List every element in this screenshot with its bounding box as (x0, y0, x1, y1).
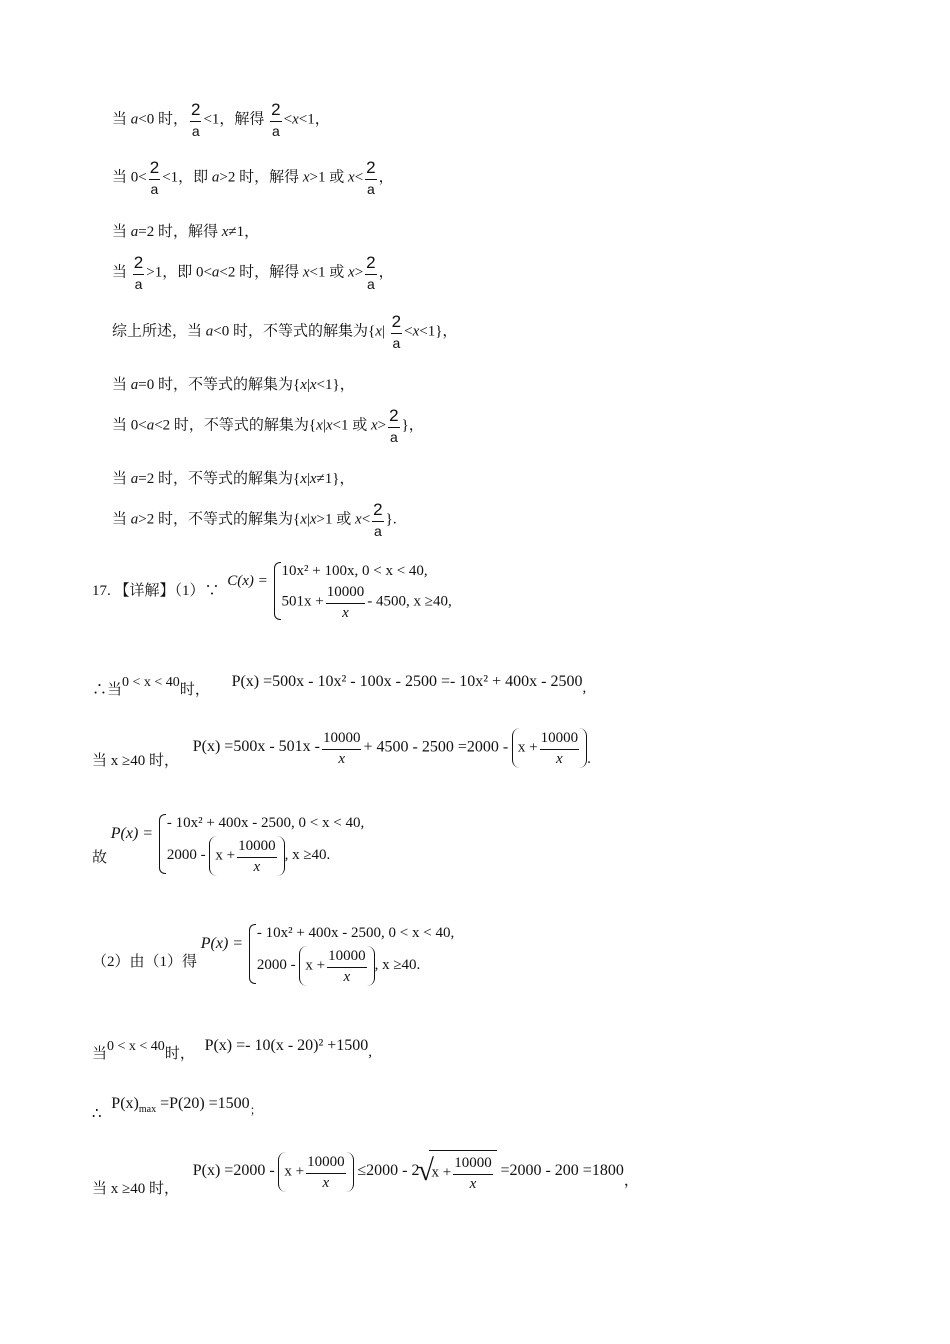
text: <2 时，解得 (219, 264, 303, 281)
fraction (322, 728, 362, 768)
equation: ≤2000 - 2 (357, 1161, 420, 1179)
piecewise-case-1: - 10x² + 400x - 2500, 0 < x < 40, (166, 815, 365, 831)
text: （2）由（1）得 (92, 954, 198, 970)
text: =2 时，不等式的解集为{ (138, 471, 301, 487)
text: < (354, 169, 364, 186)
var-x: x (412, 323, 420, 340)
denominator: a (272, 123, 280, 139)
line-summary-a-eq-2 (112, 469, 354, 489)
denominator: a (366, 276, 375, 292)
piecewise-case-2 (167, 834, 364, 876)
piecewise-brace (247, 922, 454, 986)
denominator: x (253, 858, 261, 875)
text: 当 x ≥40 时， (92, 753, 179, 770)
piecewise-case-1: - 10x² + 400x - 2500, 0 < x < 40, (256, 925, 455, 941)
numerator: 2 (271, 100, 281, 119)
var-x: x (375, 323, 382, 340)
var-a: a (211, 169, 220, 186)
var-a: a (130, 377, 139, 393)
var-x: x (325, 417, 333, 434)
line-case-a-negative (112, 100, 330, 140)
numerator: 2 (373, 500, 383, 519)
parenthesis (278, 1152, 353, 1192)
text: 当 (92, 1046, 108, 1062)
denominator: a (389, 429, 398, 445)
text: > (354, 264, 364, 281)
line-case-0-lt-a-lt-2 (112, 253, 394, 293)
line-case-a-eq-2 (112, 222, 259, 242)
text: 当 (112, 111, 131, 128)
text: <0 时， (138, 111, 188, 128)
text: 故 (92, 850, 108, 866)
var-x: x (348, 264, 355, 281)
text: =2 时，解得 (138, 224, 222, 240)
equation: P(x) (111, 1095, 139, 1112)
text: ； (249, 1103, 262, 1117)
line-summary-0-lt-a-lt-2 (112, 406, 424, 446)
var-x: x (292, 111, 299, 128)
var-x: x (309, 511, 317, 528)
text: | (381, 323, 389, 340)
fraction (388, 406, 399, 446)
text: 501x + (281, 593, 324, 610)
text: > (377, 417, 387, 434)
var-a: a (130, 224, 139, 240)
condition: 0 < x < 40 (107, 1039, 165, 1054)
text: <1，解得 (203, 111, 269, 128)
var-x: x (302, 264, 310, 281)
parenthesis (209, 836, 284, 876)
text: ≠1， (228, 224, 260, 240)
fraction (270, 100, 281, 140)
fraction (237, 836, 277, 876)
text: 当 (112, 224, 131, 240)
cost-lhs: C(x) = (227, 573, 268, 589)
numerator: 2 (391, 312, 402, 331)
var-x: x (300, 471, 307, 487)
numerator: 10000 (238, 837, 276, 854)
text: 时， (179, 682, 210, 698)
piecewise-brace (272, 560, 452, 622)
var-a: a (205, 323, 214, 340)
text: ， (378, 169, 394, 186)
fraction (149, 158, 160, 198)
text: 当 (112, 377, 131, 393)
line-case-a-gt-2 (112, 158, 394, 198)
numerator: 2 (389, 406, 399, 425)
var-a: a (211, 264, 220, 281)
text: <1 或 (332, 417, 371, 434)
denominator: a (191, 123, 200, 139)
numerator: 10000 (328, 947, 366, 964)
var-x: x (355, 511, 362, 528)
profit-vertex-form (92, 1036, 373, 1062)
text: x + (305, 957, 326, 973)
var-a: a (130, 111, 139, 128)
denominator: a (134, 276, 143, 292)
text: < (361, 511, 371, 528)
problem-17-cost-function (92, 560, 452, 622)
equation: + 4500 - 2500 =2000 - (363, 738, 509, 756)
text: >1 或 (309, 169, 349, 186)
text: ， (623, 1172, 639, 1189)
fraction (391, 312, 402, 352)
text: 当 (112, 511, 131, 528)
text: x + (284, 1162, 305, 1179)
equation: P(x) =500x - 10x² - 100x - 2500 =- 10x² + 400x - 2500 (231, 673, 583, 690)
profit-piecewise-2 (92, 922, 454, 986)
text: >1，即 0< (146, 264, 212, 281)
text: | (322, 417, 326, 434)
fraction (372, 500, 383, 540)
text: <1，即 (162, 169, 212, 186)
square-root (429, 1150, 496, 1193)
text: | (306, 471, 310, 487)
fraction (326, 582, 366, 622)
text: <0 时，不等式的解集为{ (213, 323, 376, 340)
text: , (582, 680, 587, 696)
text: ≠1}， (316, 471, 355, 487)
numerator: 2 (366, 253, 376, 272)
numerator: 2 (133, 253, 144, 272)
text: <1 或 (309, 264, 349, 281)
text: =0 时，不等式的解集为{ (138, 377, 301, 393)
denominator: a (373, 523, 382, 539)
text: 时， (164, 1046, 195, 1062)
fraction (133, 253, 144, 293)
denominator: a (392, 335, 401, 351)
text: <2 时，不等式的解集为{ (154, 417, 317, 434)
subscript-max: max (138, 1104, 157, 1115)
var-x: x (300, 511, 307, 528)
parenthesis (512, 728, 587, 768)
numerator: 2 (149, 158, 160, 177)
equation: P(x) =500x - 501x - (192, 738, 320, 756)
fraction (190, 100, 201, 140)
text: }， (401, 417, 424, 434)
var-x: x (302, 169, 310, 186)
profit-eq-range-1 (92, 672, 587, 698)
piecewise-brace (157, 812, 364, 876)
var-x: x (309, 471, 317, 487)
profit-piecewise-1 (92, 812, 364, 876)
fraction (327, 946, 367, 986)
numerator: 10000 (454, 1155, 492, 1171)
var-x: x (221, 224, 229, 240)
text: 当 x ≥40 时， (92, 1180, 179, 1197)
var-a: a (130, 511, 139, 528)
var-x: x (300, 377, 307, 393)
text: - 4500, x ≥40, (367, 593, 452, 610)
numerator: 10000 (322, 730, 361, 746)
denominator: x (342, 605, 349, 621)
equation: =P(20) =1500 (156, 1095, 250, 1112)
text: < (404, 323, 413, 340)
text: >2 时，解得 (219, 169, 303, 186)
denominator: x (338, 751, 346, 767)
text: x + (517, 739, 538, 756)
profit-lhs: P(x) = (200, 935, 244, 952)
equation: =2000 - 200 =1800 (500, 1161, 624, 1179)
numerator: 10000 (326, 584, 365, 600)
piecewise-case-2 (282, 582, 452, 622)
line-summary-a-zero (112, 375, 355, 395)
text: ， (378, 264, 394, 281)
text: 当 (112, 264, 131, 281)
text: , x ≥40. (374, 957, 421, 973)
text: . (587, 751, 591, 768)
line-summary-a-negative (112, 312, 457, 352)
text: 当 (112, 471, 131, 487)
text: < (283, 111, 293, 128)
text: , (368, 1044, 373, 1060)
denominator: x (469, 1176, 477, 1192)
var-x: x (348, 169, 355, 186)
fraction (306, 1152, 346, 1192)
profit-eq-range-2 (92, 728, 591, 768)
text: 2000 - (256, 957, 296, 973)
profit-max-range-2 (92, 1150, 639, 1197)
denominator: a (366, 181, 375, 197)
var-x: x (309, 377, 317, 393)
numerator: 2 (366, 158, 376, 177)
parenthesis (299, 946, 374, 986)
numerator: 2 (190, 100, 201, 119)
text: <1}， (419, 323, 458, 340)
text: }. (385, 511, 397, 528)
text: 2000 - (166, 847, 206, 863)
text: | (306, 377, 310, 393)
problem-label: 17. 【详解】（1）∵ (92, 583, 220, 599)
profit-lhs: P(x) = (110, 825, 154, 842)
line-summary-a-gt-2 (112, 500, 397, 540)
text: 当 0< (112, 169, 147, 186)
denominator: x (343, 968, 351, 985)
text: >2 时，不等式的解集为{ (138, 511, 301, 528)
text: x + (431, 1164, 452, 1181)
fraction (365, 253, 376, 293)
fraction (540, 728, 580, 768)
piecewise-case-1: 10x² + 100x, 0 < x < 40, (281, 563, 428, 579)
text: <1}， (316, 377, 355, 393)
fraction (453, 1153, 493, 1193)
text: | (306, 511, 310, 528)
text: , x ≥40. (284, 847, 331, 863)
piecewise-case-2 (257, 944, 454, 986)
var-x: x (370, 417, 378, 434)
equation: P(x) =- 10(x - 20)² +1500 (204, 1037, 369, 1054)
text: 当 0< (112, 417, 147, 434)
profit-max-range-1 (92, 1094, 262, 1120)
condition: 0 < x < 40 (122, 675, 180, 690)
var-a: a (146, 417, 155, 434)
denominator: a (150, 181, 159, 197)
text: ∴当 (92, 682, 123, 698)
equation: P(x) =2000 - (192, 1161, 275, 1179)
text: 综上所述，当 (112, 323, 206, 340)
var-x: x (316, 417, 323, 434)
var-a: a (130, 471, 139, 487)
numerator: 10000 (540, 730, 579, 746)
text: >1 或 (316, 511, 356, 528)
denominator: x (556, 751, 563, 767)
denominator: x (322, 1174, 330, 1191)
text: <1， (298, 111, 330, 128)
fraction (365, 158, 376, 198)
numerator: 10000 (307, 1153, 345, 1170)
text: ∴ (92, 1106, 102, 1122)
text: x + (215, 847, 236, 863)
